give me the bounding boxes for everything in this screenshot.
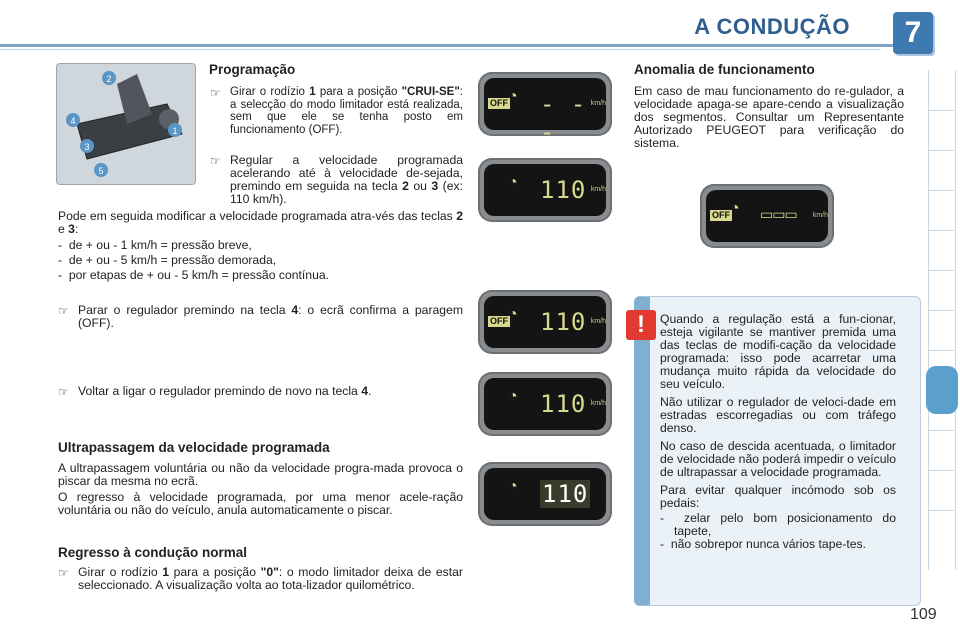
page-number: 109 (910, 606, 937, 623)
list-item: - por etapas de + ou - 5 km/h = pressão contínua. (58, 268, 330, 282)
warning-text (660, 313, 896, 551)
header-rule-thin (0, 49, 880, 50)
speed-digits: 110 (540, 308, 587, 336)
speed-unit: km/h (590, 186, 606, 193)
side-tab-divider (928, 310, 954, 311)
prog-item-1: Girar o rodízio 1 para a posição "CRUI-SE": a selecção do modo limitador está realizada, sem que ele se tenha posto em funcionamento (OFF). (230, 86, 463, 136)
warning-paragraph-1: Quando a regulação está a fun-cionar, esteja vigilante se mantiver premida uma das teclas de modifi-cação da velocidade programada: isso pode acarretar uma mudança muito rápida da velocidade do seu veículo. (660, 312, 896, 391)
side-tab-divider (928, 230, 954, 231)
lcd-display-anomaly (700, 184, 834, 248)
ultra-paragraph-2: O regresso à velocidade programada, por uma menor acele-ração voluntária ou não do veículo, anula automaticamente o piscar. (58, 490, 463, 517)
hand-pointer-icon: ☞ (58, 385, 69, 399)
side-tab-active[interactable] (926, 366, 958, 414)
hand-pointer-icon: ☞ (58, 304, 69, 318)
lcd-display-off-110 (478, 290, 612, 354)
speedometer-icon: ◔ (508, 306, 518, 323)
warning-paragraph-3: No caso de descida acentuada, o limitador de velocidade não poderá impedir o veículo de ultrapassar a velocidade programada. (660, 439, 896, 479)
warning-paragraph-2: Não utilizar o regulador de veloci-dade em estradas escorregadias ou com tráfego denso. (660, 395, 896, 435)
speed-unit: km/h (590, 400, 606, 407)
speedometer-icon: ◔ (508, 478, 518, 495)
side-tab-divider (928, 350, 954, 351)
speed-unit: km/h (590, 100, 606, 107)
lever-label-1: 1 (172, 126, 178, 136)
section-title-programacao: Programação (209, 62, 296, 77)
hand-pointer-icon: ☞ (210, 86, 221, 100)
lcd-display-110-restart (478, 372, 612, 436)
chapter-badge: 7 (893, 12, 933, 54)
lever-drawing (57, 64, 195, 184)
speedometer-icon: ◔ (508, 388, 518, 405)
lcd-display-110 (478, 158, 612, 222)
list-item: - não sobrepor nunca vários tape-tes. (660, 537, 866, 551)
side-tab-divider (928, 190, 954, 191)
lever-label-2: 2 (106, 74, 112, 84)
modify-paragraph: Pode em seguida modificar a velocidade programada atra-vés das teclas 2 e 3: (58, 209, 463, 236)
dash-list (58, 239, 463, 282)
lcd-display-off-dashes (478, 72, 612, 146)
hand-pointer-icon: ☞ (210, 154, 221, 168)
ultra-paragraph-1: A ultrapassagem voluntária ou não da velocidade progra-mada provoca o piscar da mesma no ecrã. (58, 461, 463, 488)
side-tab-divider (928, 430, 954, 431)
speedometer-icon: ◔ (508, 174, 518, 191)
side-tab-divider (928, 150, 954, 151)
off-indicator: OFF (712, 210, 730, 220)
list-item: - de + ou - 1 km/h = pressão breve, (58, 238, 252, 252)
warning-paragraph-4: Para evitar qualquer incómodo sob os pedais: (660, 483, 896, 510)
section-title-ultrapassagem: Ultrapassagem da velocidade programada (58, 440, 330, 455)
off-indicator: OFF (490, 98, 508, 108)
speed-digits: 110 (540, 176, 587, 204)
anomalia-paragraph: Em caso de mau funcionamento do re-gulador, a velocidade apaga-se apare-cendo a visualização dos segmentos. Consultar um Representante Autorizado PEUGEOT para verificação do sistema. (634, 84, 904, 150)
speed-unit: km/h (812, 212, 828, 219)
cruise-lever-illustration (56, 63, 196, 185)
speedometer-icon: ◔ (730, 200, 740, 217)
prog-item-2: Regular a velocidade programada acelerando até à velocidade de-sejada, premindo em seguida na tecla 2 ou 3 (ex: 110 km/h). (230, 153, 463, 206)
list-item: - de + ou - 5 km/h = pressão demorada, (58, 253, 277, 267)
page-title: A CONDUÇÃO (694, 14, 850, 39)
section-title-regresso: Regresso à condução normal (58, 545, 248, 560)
lever-label-5: 5 (98, 166, 104, 176)
header-rule (0, 44, 900, 47)
warning-exclamation-icon: ! (626, 310, 656, 340)
stop-item: Parar o regulador premindo na tecla 4: o ecrã confirma a paragem (OFF). (78, 303, 463, 330)
restart-item: Voltar a ligar o regulador premindo de novo na tecla 4. (78, 384, 372, 398)
lever-label-4: 4 (70, 116, 76, 126)
speed-digits: 110 (540, 390, 587, 418)
side-tab-divider (928, 110, 954, 111)
speedometer-icon: ◔ (508, 88, 518, 105)
side-tab-divider (928, 270, 954, 271)
section-title-anomalia: Anomalia de funcionamento (634, 62, 815, 77)
lcd-display-blinking (478, 462, 612, 526)
regresso-item: Girar o rodízio 1 para a posição "0": o modo limitador deixa de estar seleccionado. A visualização volta ao tota-lizador quilométrico. (78, 565, 463, 592)
segment-bars-icon: ▭▭▭ (760, 206, 797, 222)
side-tab-divider (928, 510, 954, 511)
speed-digits: 110 (542, 480, 589, 508)
side-tab-divider (928, 470, 954, 471)
lever-label-3: 3 (84, 142, 90, 152)
speed-unit: km/h (590, 318, 606, 325)
hand-pointer-icon: ☞ (58, 566, 69, 580)
off-indicator: OFF (490, 316, 508, 326)
list-item: - zelar pelo bom posicionamento do tapete, (660, 511, 896, 538)
side-tab-rail (928, 70, 956, 570)
speed-digits: - - - (540, 90, 587, 146)
